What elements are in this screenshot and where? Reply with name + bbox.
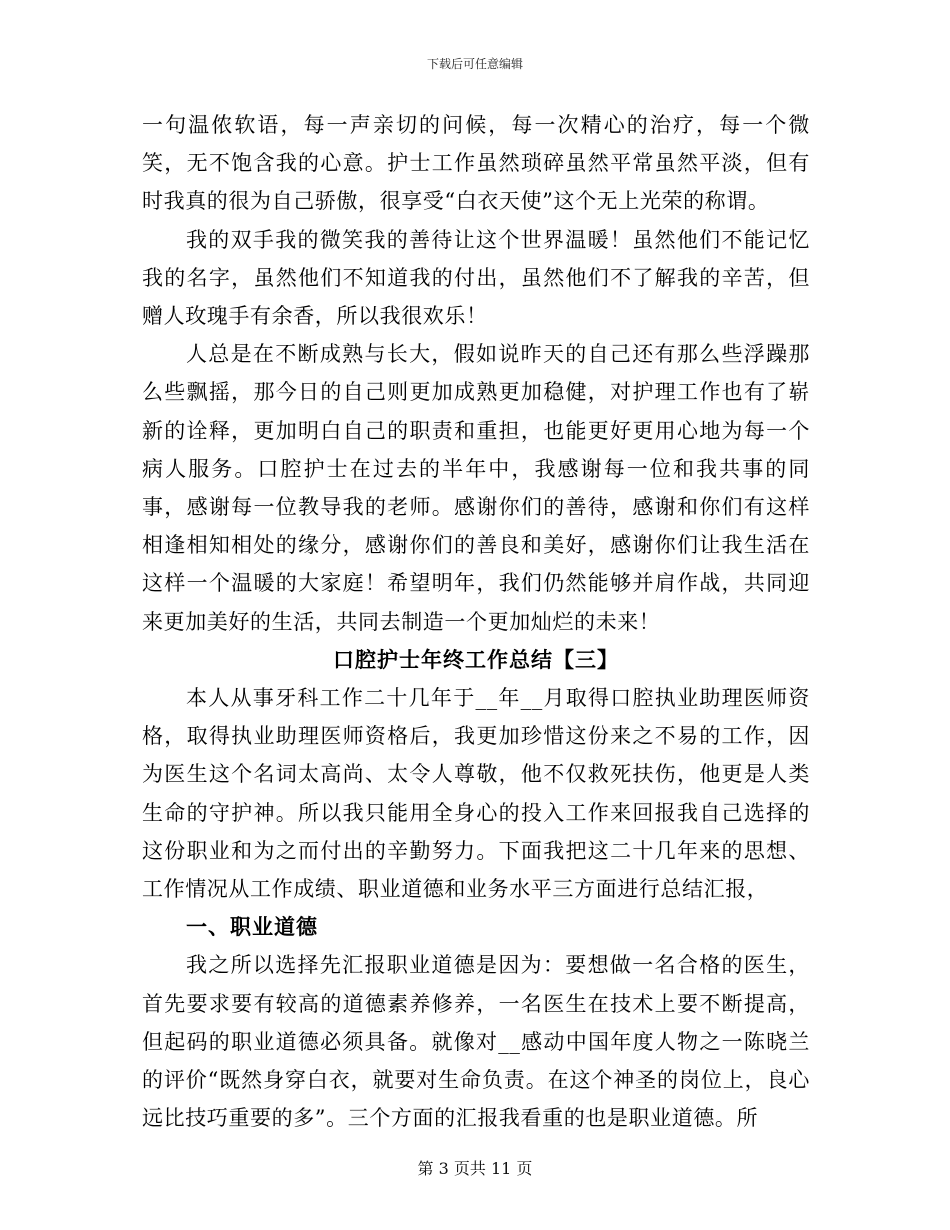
paragraph-1: 一句温侬软语，每一声亲切的问候，每一次精心的治疗，每一个微笑，无不饱含我的心意。护士工作虽然琐碎虽然平常虽然平淡，但有时我真的很为自己骄傲，很享受“白衣天使”这个无上光荣的称谓。 [142,113,810,214]
paragraph-5: 我之所以选择先汇报职业道德是因为：要想做一名合格的医生，首先要求要有较高的道德素养修养，一名医生在技术上要不断提高，但起码的职业道德必须具备。就像对__感动中国年度人物之一陈晓兰的评价“既然身穿白衣，就要对生命负责。在这个神圣的岗位上，良心远比技巧重要的多”。三个方面的汇报我看重的也是职业道德。所 [142,953,810,1131]
header-note: 下载后可任意编辑 [426,57,523,71]
document-body [142,106,810,1137]
page-number: 第 3 页共 11 页 [417,1159,533,1178]
subheading-professional-ethics: 一、职业道德 [186,914,318,940]
section-title: 口腔护士年终工作总结【三】 [333,646,619,672]
paragraph-4: 本人从事牙科工作二十几年于__年__月取得口腔执业助理医师资格，取得执业助理医师资格后，我更加珍惜这份来之不易的工作，因为医生这个名词太高尚、太令人尊敬，他不仅救死扶伤，他更是人类生命的守护神。所以我只能用全身心的投入工作来回报我自己选择的这份职业和为之而付出的辛勤努力。下面我把这二十几年来的思想、工作情况从工作成绩、职业道德和业务水平三方面进行总结汇报， [142,686,810,902]
paragraph-2: 我的双手我的微笑我的善待让这个世界温暖！虽然他们不能记忆我的名字，虽然他们不知道我的付出，虽然他们不了解我的辛苦，但赠人玫瑰手有余香，所以我很欢乐！ [142,227,810,329]
paragraph-3: 人总是在不断成熟与长大，假如说昨天的自己还有那么些浮躁那么些飘摇，那今日的自己则更加成熟更加稳健，对护理工作也有了崭新的诠释，更加明白自己的职责和重担，也能更好更用心地为每一个病人服务。口腔护士在过去的半年中，我感谢每一位和我共事的同事，感谢每一位教导我的老师。感谢你们的善待，感谢和你们有这样相逢相知相处的缘分，感谢你们的善良和美好，感谢你们让我生活在这样一个温暖的大家庭！希望明年，我们仍然能够并肩作战，共同迎来更加美好的生活，共同去制造一个更加灿烂的未来！ [142,342,810,634]
